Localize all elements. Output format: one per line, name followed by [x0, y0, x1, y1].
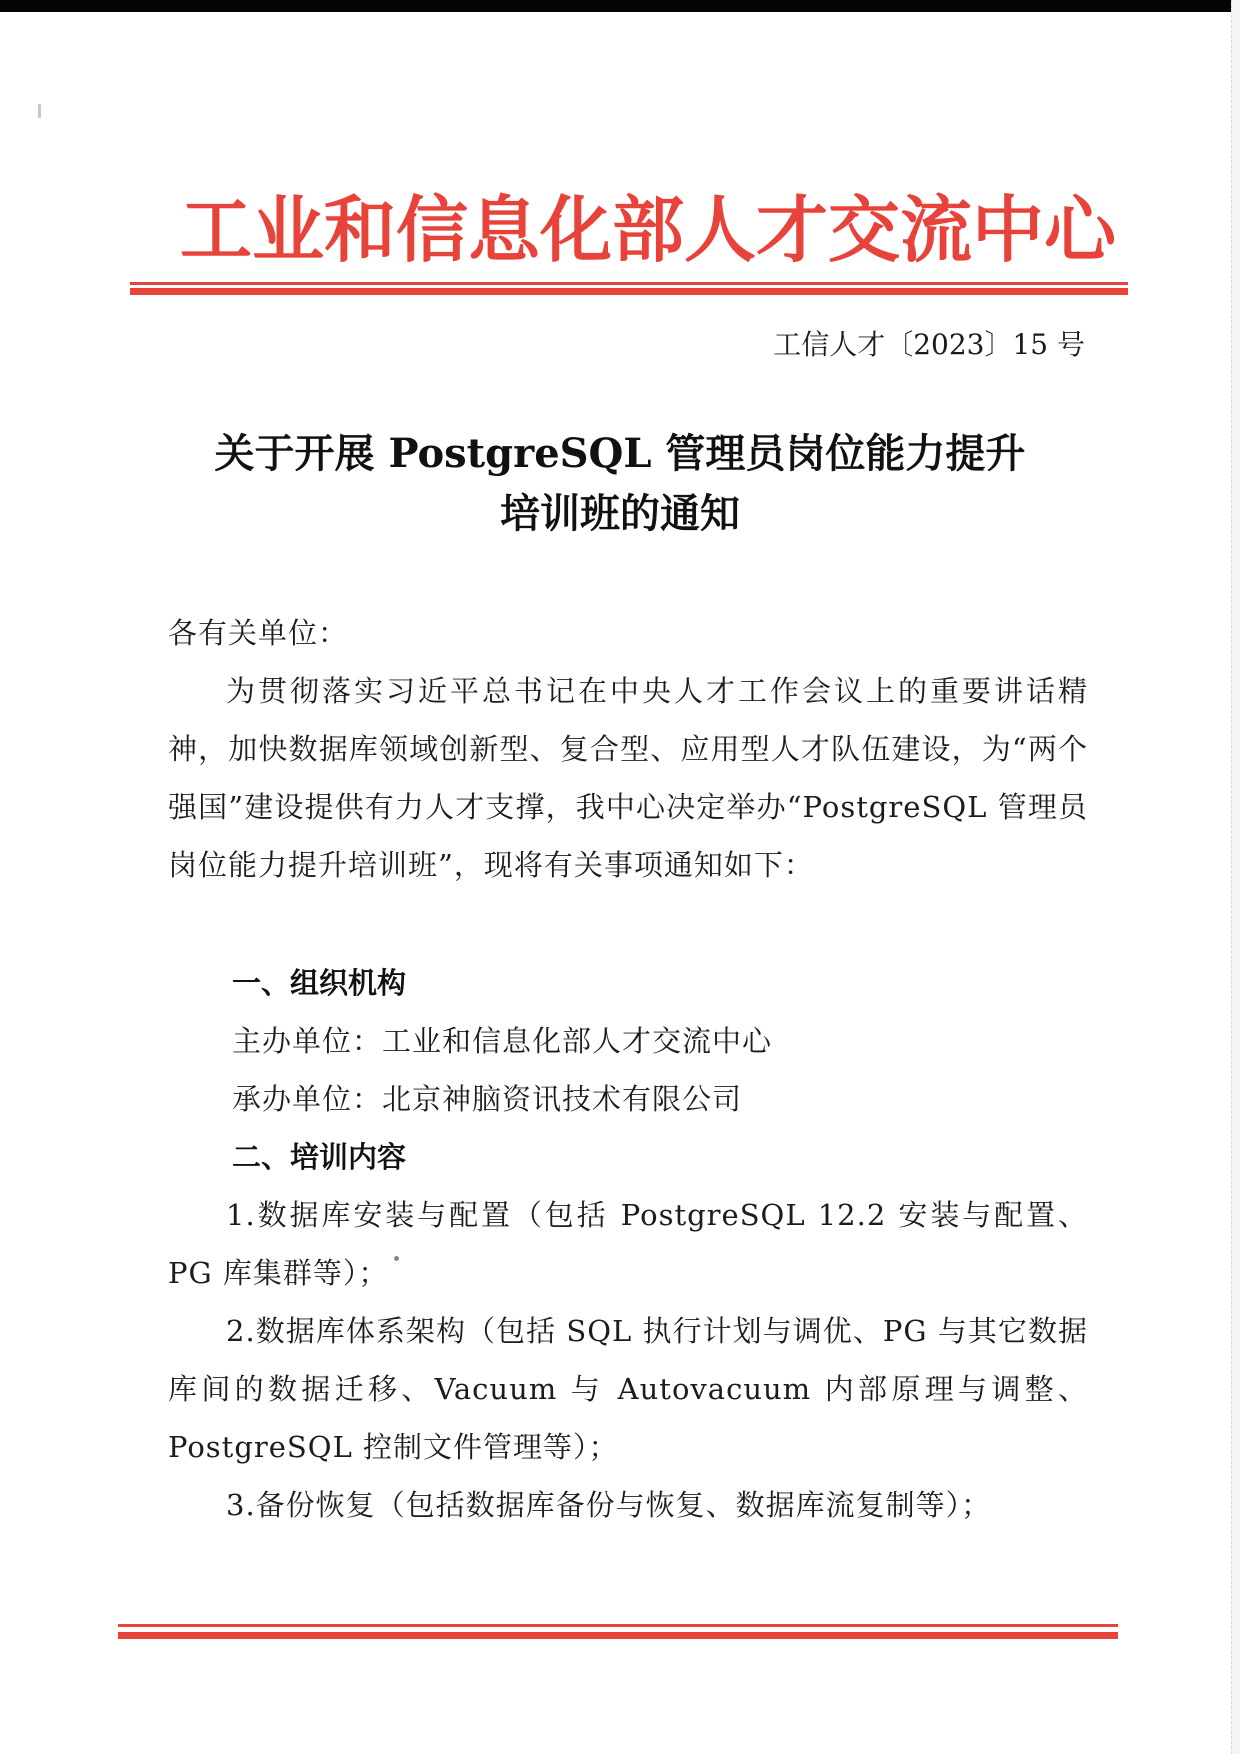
organizer-unit: 承办单位：北京神脑资讯技术有限公司 [232, 1082, 743, 1116]
notice-title-line2: 培训班的通知 [500, 490, 740, 537]
host-unit: 主办单位：工业和信息化部人才交流中心 [232, 1024, 773, 1058]
section-heading-training-content: 二、培训内容 [232, 1140, 407, 1174]
letterhead-rule-top [130, 282, 1128, 285]
salutation: 各有关单位： [168, 616, 349, 650]
intro-paragraph: 为贯彻落实习近平总书记在中央人才工作会议上的重要讲话精神，加快数据库领域创新型、复合型、应用型人才队伍建设，为“两个强国”建设提供有力人才支撑，我中心决定举办“PostgreSQL 管理员岗位能力提升培训班”，现将有关事项通知如下： [168, 674, 1088, 882]
letterhead-org-name: 工业和信息化部人才交流中心 [180, 187, 1117, 272]
scan-speck [394, 1256, 399, 1261]
scan-top-edge [0, 0, 1240, 12]
training-item-2: 2.数据库体系架构（包括 SQL 执行计划与调优、PG 与其它数据库间的数据迁移、Vacuum 与 Autovacuum 内部原理与调整、PostgreSQL 控制文件管理等）； [168, 1314, 1088, 1464]
document-number: 工信人才〔2023〕15 号 [773, 328, 1085, 361]
notice-title-line1: 关于开展 PostgreSQL 管理员岗位能力提升 [214, 430, 1026, 477]
training-item-1: 1.数据库安装与配置（包括 PostgreSQL 12.2 安装与配置、PG 库集群等）； [168, 1198, 1088, 1290]
training-item-3: 3.备份恢复（包括数据库备份与恢复、数据库流复制等）； [226, 1488, 992, 1522]
section-heading-organization: 一、组织机构 [232, 966, 407, 1000]
scan-right-edge [1231, 0, 1240, 1754]
footer-rule-top [118, 1624, 1118, 1627]
footer-rule-bottom [118, 1632, 1118, 1639]
letterhead-rule-bottom [130, 288, 1128, 295]
scan-mark [38, 104, 41, 118]
